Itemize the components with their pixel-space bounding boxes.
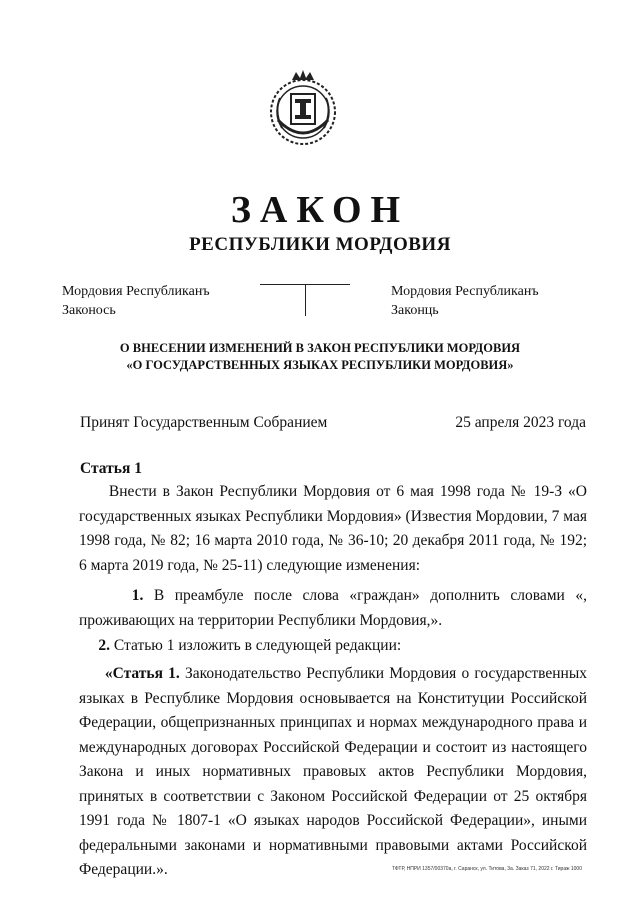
moksha-title-line1: Мордовия Республиканъ	[62, 284, 210, 299]
erzya-title-line2: Законць	[391, 303, 439, 318]
paragraph-article-1-text	[79, 662, 587, 883]
document-heading-line2: «О ГОСУДАРСТВЕННЫХ ЯЗЫКАХ РЕСПУБЛИКИ МОРДОВИЯ»	[126, 358, 514, 372]
header-divider-vertical	[305, 284, 306, 316]
law-title: ЗАКОН	[230, 189, 410, 231]
article-1-label: «Статья 1.	[104, 665, 180, 682]
erzya-title	[391, 282, 539, 320]
adopted-by: Принят Государственным Собранием	[80, 414, 328, 431]
item-2-text: Статью 1 изложить в следующей редакции:	[110, 637, 402, 654]
item-1-text: В преамбуле после слова «граждан» дополнить словами «, проживающих на территории Республики Мордовия,».	[79, 587, 587, 629]
document-heading	[0, 340, 640, 374]
law-subtitle: РЕСПУБЛИКИ МОРДОВИЯ	[189, 234, 451, 255]
print-footer: ТФТР, НПРИ 1357/00370а, г. Саранск, ул. Титова, 3а. Заказ 71, 2022 г. Тираж 1000	[392, 866, 582, 872]
coat-of-arms-icon	[262, 68, 344, 150]
article-1-body: Законодательство Республики Мордовия о государственных языках в Республике Мордовия основывается на Конституции Российской Федерации, общепризнанных принципах и нормах международного права и международных договорах Российской Федерации и состоит из настоящего Закона и иных нормативных правовых актов Республики Мордовия, принятых в соответствии с Законом Российской Федерации от 25 октября 1991 года № 1807-1 «О языках народов Российской Федерации», иными федеральными законами и нормативными правовыми актами Российской Федерации.».	[79, 665, 588, 878]
paragraph-intro-text: Внести в Закон Республики Мордовия от 6 мая 1998 года № 19-З «О государственных языках Республики Мордовия» (Известия Мордовии, 7 мая 1998 года, № 82; 16 марта 2010 года, № 36-10; 20 декабря 2011 года, № 192; 6 марта 2019 года, № 25-11) следующие изменения:	[79, 483, 587, 574]
paragraph-intro	[79, 480, 587, 578]
document-heading-line1: О ВНЕСЕНИИ ИЗМЕНЕНИЙ В ЗАКОН РЕСПУБЛИКИ МОРДОВИЯ	[119, 341, 521, 355]
paragraph-item-2	[79, 634, 587, 659]
adopted-date: 25 апреля 2023 года	[455, 414, 586, 431]
moksha-title-line2: Законось	[62, 303, 116, 318]
moksha-title	[62, 282, 210, 320]
item-1-number: 1.	[131, 587, 144, 604]
paragraph-item-1	[79, 584, 587, 633]
item-2-number: 2.	[98, 637, 110, 654]
article-label: Статья 1	[80, 460, 142, 477]
erzya-title-line1: Мордовия Республиканъ	[391, 284, 539, 299]
